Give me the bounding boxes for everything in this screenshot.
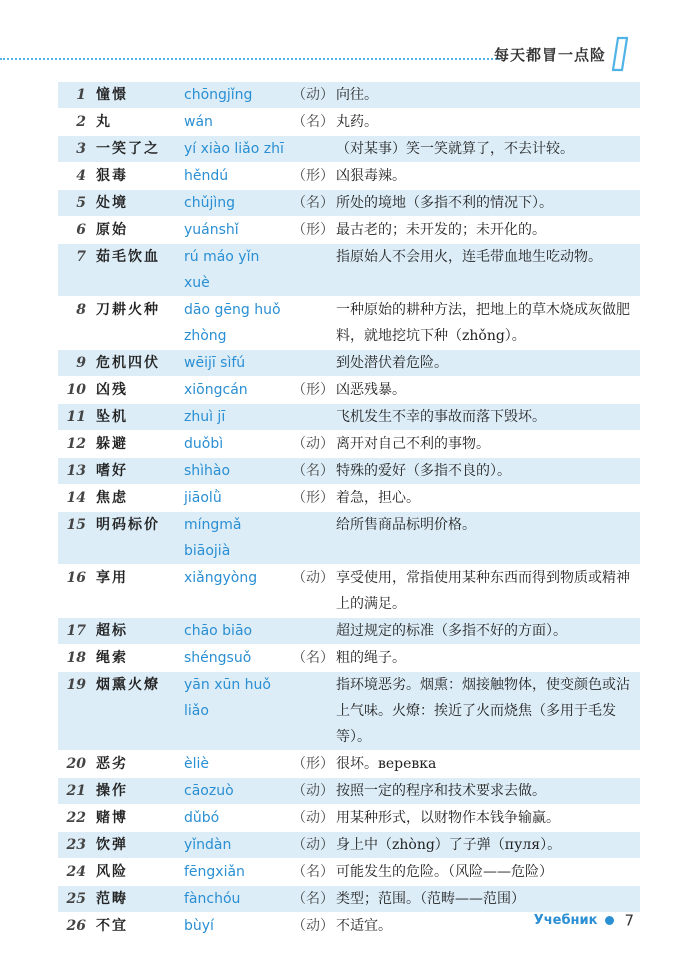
entry-pinyin: wēijī sìfú <box>180 350 288 377</box>
vocab-row <box>58 751 640 778</box>
entry-word: 茹毛饮血 <box>92 244 180 297</box>
entry-pinyin: yǐndàn <box>180 832 288 859</box>
footer-dot-icon <box>605 916 614 925</box>
vocab-row <box>58 485 640 512</box>
entry-number: 23 <box>58 832 92 859</box>
entry-definition: 可能发生的危险。（风险——危险） <box>332 859 640 886</box>
vocab-row <box>58 431 640 458</box>
entry-part-of-speech <box>288 350 332 377</box>
entry-word: 赌博 <box>92 805 180 832</box>
vocab-row <box>58 778 640 805</box>
entry-number: 21 <box>58 778 92 805</box>
entry-word: 绳索 <box>92 645 180 672</box>
entry-word: 狠毒 <box>92 163 180 190</box>
vocab-row <box>58 832 640 859</box>
entry-definition: 特殊的爱好（多指不良的）。 <box>332 458 640 485</box>
entry-definition: 粗的绳子。 <box>332 645 640 672</box>
entry-number: 15 <box>58 512 92 565</box>
entry-part-of-speech: （动） <box>288 565 332 618</box>
entry-number: 8 <box>58 297 92 350</box>
vocab-row <box>58 512 640 565</box>
vocab-row <box>58 244 640 297</box>
entry-number: 20 <box>58 751 92 778</box>
entry-part-of-speech: （动） <box>288 805 332 832</box>
vocabulary-table <box>58 82 640 940</box>
vocab-row <box>58 565 640 618</box>
entry-part-of-speech <box>288 672 332 751</box>
entry-part-of-speech: （名） <box>288 859 332 886</box>
entry-pinyin: bùyí <box>180 913 288 940</box>
entry-number: 26 <box>58 913 92 940</box>
entry-definition: （对某事）笑一笑就算了，不去计较。 <box>332 136 640 163</box>
page-number: 7 <box>624 911 634 930</box>
entry-part-of-speech: （名） <box>288 190 332 217</box>
entry-number: 24 <box>58 859 92 886</box>
entry-number: 5 <box>58 190 92 217</box>
entry-pinyin: chōngjǐng <box>180 82 288 109</box>
entry-definition: 着急，担心。 <box>332 485 640 512</box>
entry-word: 恶劣 <box>92 751 180 778</box>
entry-pinyin: dǔbó <box>180 805 288 832</box>
entry-number: 14 <box>58 485 92 512</box>
entry-part-of-speech <box>288 512 332 565</box>
entry-definition: 享受使用，常指使用某种东西而得到物质或精神上的满足。 <box>332 565 640 618</box>
entry-word: 明码标价 <box>92 512 180 565</box>
vocab-row <box>58 805 640 832</box>
entry-pinyin: zhuì jī <box>180 404 288 431</box>
entry-pinyin: fànchóu <box>180 886 288 913</box>
entry-pinyin: fēngxiǎn <box>180 859 288 886</box>
vocab-row <box>58 217 640 244</box>
entry-number: 7 <box>58 244 92 297</box>
vocab-row <box>58 297 640 350</box>
entry-part-of-speech <box>288 297 332 350</box>
vocab-row <box>58 109 640 136</box>
entry-pinyin: chǔjìng <box>180 190 288 217</box>
entry-pinyin: shìhào <box>180 458 288 485</box>
entry-word: 范畴 <box>92 886 180 913</box>
vocabulary-table-body <box>58 82 640 940</box>
entry-part-of-speech: （动） <box>288 82 332 109</box>
header-dotted-line <box>0 58 500 60</box>
entry-pinyin: yuánshǐ <box>180 217 288 244</box>
entry-word: 享用 <box>92 565 180 618</box>
entry-definition: 凶狠毒辣。 <box>332 163 640 190</box>
footer-label: Учебник <box>533 913 598 928</box>
entry-definition: 最古老的；未开发的；未开化的。 <box>332 217 640 244</box>
entry-definition: 所处的境地（多指不利的情况下）。 <box>332 190 640 217</box>
entry-definition: 按照一定的程序和技术要求去做。 <box>332 778 640 805</box>
entry-word: 不宜 <box>92 913 180 940</box>
entry-word: 烟熏火燎 <box>92 672 180 751</box>
vocab-row <box>58 672 640 751</box>
entry-pinyin: xiǎngyòng <box>180 565 288 618</box>
vocab-row <box>58 618 640 645</box>
entry-word: 躲避 <box>92 431 180 458</box>
entry-word: 丸 <box>92 109 180 136</box>
entry-word: 坠机 <box>92 404 180 431</box>
entry-part-of-speech: （名） <box>288 109 332 136</box>
entry-word: 风险 <box>92 859 180 886</box>
entry-number: 3 <box>58 136 92 163</box>
entry-part-of-speech: （名） <box>288 458 332 485</box>
entry-word: 原始 <box>92 217 180 244</box>
chapter-bracket-icon <box>612 36 628 72</box>
entry-definition: 类型；范围。（范畴——范围） <box>332 886 640 913</box>
entry-number: 18 <box>58 645 92 672</box>
vocab-row <box>58 645 640 672</box>
entry-definition: 指原始人不会用火，连毛带血地生吃动物。 <box>332 244 640 297</box>
entry-part-of-speech: （形） <box>288 217 332 244</box>
entry-part-of-speech: （形） <box>288 377 332 404</box>
entry-definition: 超过规定的标准（多指不好的方面）。 <box>332 618 640 645</box>
entry-definition: 飞机发生不幸的事故而落下毁坏。 <box>332 404 640 431</box>
entry-number: 13 <box>58 458 92 485</box>
vocab-row <box>58 377 640 404</box>
entry-number: 22 <box>58 805 92 832</box>
entry-number: 19 <box>58 672 92 751</box>
entry-part-of-speech <box>288 244 332 297</box>
entry-part-of-speech <box>288 136 332 163</box>
vocab-row <box>58 136 640 163</box>
entry-pinyin: wán <box>180 109 288 136</box>
entry-pinyin: hěndú <box>180 163 288 190</box>
entry-definition: 用某种形式，以财物作本钱争输赢。 <box>332 805 640 832</box>
entry-pinyin: chāo biāo <box>180 618 288 645</box>
entry-part-of-speech: （形） <box>288 751 332 778</box>
entry-part-of-speech: （名） <box>288 886 332 913</box>
vocab-row <box>58 190 640 217</box>
entry-number: 6 <box>58 217 92 244</box>
entry-definition: 身上中（zhòng）了子弹（пуля）。 <box>332 832 640 859</box>
entry-definition: 给所售商品标明价格。 <box>332 512 640 565</box>
entry-pinyin: rú máo yǐn xuè <box>180 244 288 297</box>
page-header <box>0 36 684 80</box>
entry-number: 12 <box>58 431 92 458</box>
entry-definition: 一种原始的耕种方法，把地上的草木烧成灰做肥料，就地挖坑下种（zhǒng）。 <box>332 297 640 350</box>
entry-word: 凶残 <box>92 377 180 404</box>
entry-part-of-speech <box>288 404 332 431</box>
entry-part-of-speech: （动） <box>288 778 332 805</box>
vocab-row <box>58 82 640 109</box>
entry-definition: 凶恶残暴。 <box>332 377 640 404</box>
entry-part-of-speech: （名） <box>288 645 332 672</box>
entry-number: 16 <box>58 565 92 618</box>
entry-definition: 离开对自己不利的事物。 <box>332 431 640 458</box>
entry-number: 11 <box>58 404 92 431</box>
entry-number: 2 <box>58 109 92 136</box>
entry-number: 25 <box>58 886 92 913</box>
entry-part-of-speech: （形） <box>288 485 332 512</box>
entry-word: 处境 <box>92 190 180 217</box>
entry-word: 憧憬 <box>92 82 180 109</box>
page-footer <box>534 910 634 934</box>
entry-definition: 到处潜伏着危险。 <box>332 350 640 377</box>
entry-part-of-speech: （动） <box>288 913 332 940</box>
entry-part-of-speech: （动） <box>288 431 332 458</box>
entry-part-of-speech <box>288 618 332 645</box>
entry-pinyin: xiōngcán <box>180 377 288 404</box>
entry-part-of-speech: （形） <box>288 163 332 190</box>
entry-definition: 向往。 <box>332 82 640 109</box>
entry-number: 10 <box>58 377 92 404</box>
entry-pinyin: dāo gēng huǒ zhòng <box>180 297 288 350</box>
vocab-row <box>58 859 640 886</box>
entry-part-of-speech: （动） <box>288 832 332 859</box>
entry-word: 危机四伏 <box>92 350 180 377</box>
entry-word: 刀耕火种 <box>92 297 180 350</box>
vocab-row <box>58 163 640 190</box>
vocab-row <box>58 404 640 431</box>
vocab-row <box>58 350 640 377</box>
vocab-row <box>58 458 640 485</box>
entry-word: 饮弹 <box>92 832 180 859</box>
entry-pinyin: yān xūn huǒ liǎo <box>180 672 288 751</box>
entry-pinyin: yí xiào liǎo zhī <box>180 136 288 163</box>
entry-word: 焦虑 <box>92 485 180 512</box>
entry-number: 1 <box>58 82 92 109</box>
entry-number: 9 <box>58 350 92 377</box>
entry-pinyin: èliè <box>180 751 288 778</box>
entry-definition: 不适宜。 <box>332 913 640 940</box>
entry-word: 操作 <box>92 778 180 805</box>
entry-definition: 很坏。веревка <box>332 751 640 778</box>
entry-word: 嗜好 <box>92 458 180 485</box>
entry-definition: 丸药。 <box>332 109 640 136</box>
entry-number: 17 <box>58 618 92 645</box>
entry-word: 超标 <box>92 618 180 645</box>
header-title: 每天都冒一点险 <box>493 46 606 64</box>
vocab-row <box>58 886 640 913</box>
entry-pinyin: jiāolǜ <box>180 485 288 512</box>
entry-pinyin: cāozuò <box>180 778 288 805</box>
entry-pinyin: duǒbì <box>180 431 288 458</box>
entry-pinyin: míngmǎ biāojià <box>180 512 288 565</box>
entry-pinyin: shéngsuǒ <box>180 645 288 672</box>
entry-word: 一笑了之 <box>92 136 180 163</box>
entry-definition: 指环境恶劣。烟熏：烟接触物体，使变颜色或沾上气味。火燎：挨近了火而烧焦（多用于毛发等）。 <box>332 672 640 751</box>
entry-number: 4 <box>58 163 92 190</box>
